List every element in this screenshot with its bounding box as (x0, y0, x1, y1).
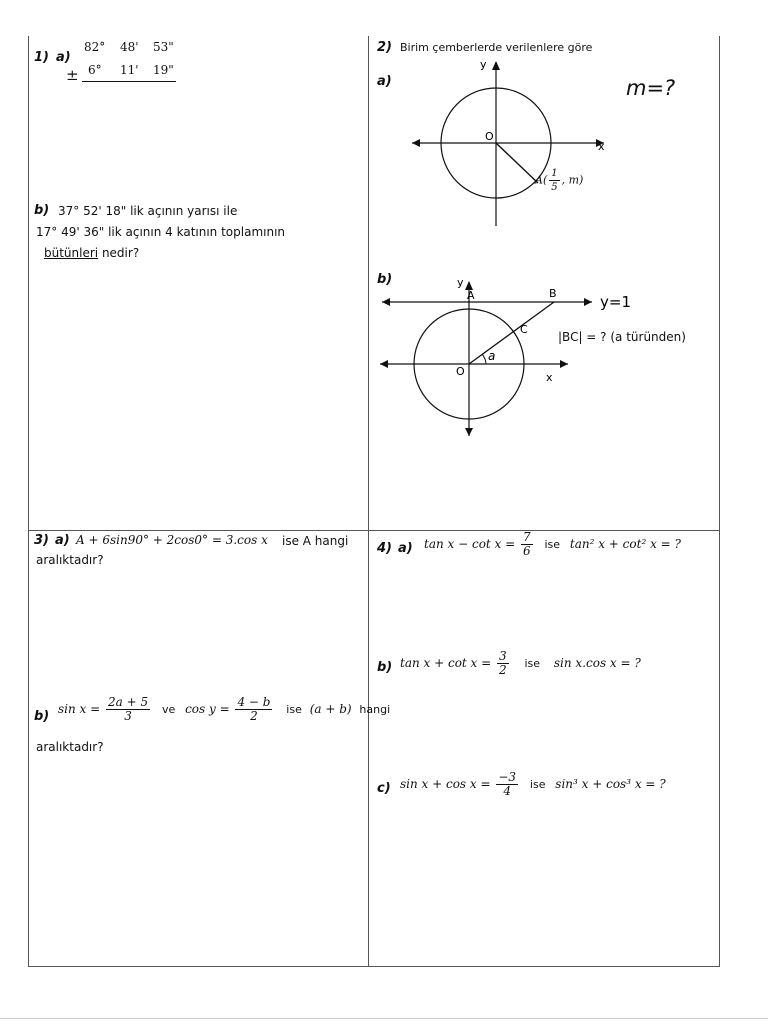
q4c-rhs: sin³ x + cos³ x = ? (555, 777, 666, 791)
q2b-line-equation: y=1 (600, 293, 631, 311)
q2b-question: |BC| = ? (a türünden) (558, 330, 686, 344)
q2b-origin-label: O (456, 365, 465, 378)
q2b-label: b) (377, 272, 393, 287)
q3a-expression: A + 6sin90° + 2cos0° = 3.cos x (76, 533, 268, 547)
q2a-handwritten-note: m=? (626, 76, 676, 100)
page-edge (0, 1018, 768, 1019)
q1a-label: a) (56, 50, 71, 65)
q4b-rhs: sin x.cos x = ? (553, 656, 641, 670)
q4a-ise: ise (544, 538, 561, 551)
q2a-frac-den: 5 (551, 182, 558, 193)
q1b-label: b) (34, 203, 50, 218)
q2a-frac-num: 1 (551, 168, 558, 179)
q3b-ise: ise (286, 703, 302, 716)
q1a-row1-deg: 82° (84, 40, 106, 54)
q3b-text2: aralıktadır? (36, 740, 104, 754)
q2b-x-label: x (546, 371, 553, 384)
q2-number: 2) (377, 40, 392, 55)
worksheet-grid (28, 36, 720, 967)
q4c-frac-den: 4 (503, 784, 512, 798)
q4b-label: b) (377, 660, 393, 675)
q1b-line2: 17° 49' 36" lik açının 4 katının toplamının (36, 225, 286, 239)
q4a-frac-den: 6 (523, 544, 531, 558)
q2b-point-C-label: C (520, 323, 528, 336)
q1a-row2-sec: 19" (153, 63, 174, 77)
q3b-frac2-num: 4 − b (237, 695, 271, 709)
q2b-unit-circle-figure (378, 274, 668, 440)
q2a-origin-label: O (485, 130, 494, 143)
q3b-ab: (a + b) (309, 702, 352, 716)
q4c-expression (400, 771, 666, 798)
q3-number: 3) (34, 533, 49, 548)
q2b-angle-label: a (488, 349, 496, 363)
q4c-label: c) (377, 781, 391, 796)
q1a-row1-min: 48' (120, 40, 139, 54)
column-divider (368, 36, 369, 967)
q3b-frac2-den: 2 (250, 709, 258, 723)
q1b-line3-rest: nedir? (98, 246, 140, 260)
q2b-point-A-label: A (467, 289, 475, 302)
q4c-frac-num: −3 (498, 770, 517, 784)
q3a-label: a) (55, 533, 70, 548)
q3b-frac1-den: 3 (124, 709, 132, 723)
q3b-hangi: hangi (359, 703, 391, 716)
q4a-label: a) (398, 541, 413, 556)
q1-number: 1) (34, 50, 49, 65)
q2a-radius-to-A (496, 143, 538, 183)
q4b-lhs: tan x + cot x = (400, 656, 492, 670)
q3b-frac1-num: 2a + 5 (108, 695, 149, 709)
q1a-row2-deg: 6° (88, 63, 102, 77)
q3a-text2: aralıktadır? (36, 553, 104, 567)
q2b-tangent-arrow-left-icon (382, 298, 390, 306)
q2a-label: a) (377, 74, 392, 89)
q3b-ve: ve (161, 703, 176, 716)
q4b-expression (400, 650, 641, 677)
q2-title: Birim çemberlerde verilenlere göre (400, 41, 593, 54)
q4a-rhs: tan² x + cot² x = ? (569, 537, 681, 551)
q2b-angle-arc (482, 354, 486, 364)
q2b-x-arrow-left-icon (380, 360, 388, 368)
q2a-x-label: x (598, 140, 605, 153)
q2a-unit-circle-figure (408, 56, 608, 226)
q4b-frac-den: 2 (499, 663, 507, 677)
q1b-line1: 37° 52' 18" lik açının yarısı ile (58, 204, 238, 218)
q4b-frac-num: 3 (499, 649, 507, 663)
q2a-point-prefix: A( (535, 173, 548, 187)
q2b-x-arrow-icon (560, 360, 568, 368)
q2a-y-arrow-icon (492, 61, 500, 70)
q2b-point-B-label: B (549, 287, 557, 300)
q1a-row2-min: 11' (120, 63, 139, 77)
q1b-underlined-word: bütünleri (44, 246, 99, 260)
q2b-ray-OB (469, 302, 554, 364)
q1a-row1-sec: 53" (153, 40, 174, 54)
q1a-sum-line (82, 81, 176, 82)
q4a-frac-num: 7 (523, 530, 531, 544)
q3a-text: ise A hangi (282, 534, 349, 548)
q4a-lhs: tan x − cot x = (424, 537, 516, 551)
q3b-expression (58, 696, 390, 723)
q4c-lhs: sin x + cos x = (400, 777, 491, 791)
q4b-ise: ise (524, 657, 541, 670)
q4c-ise: ise (529, 778, 546, 791)
q4-number: 4) (377, 541, 392, 556)
q2a-y-label: y (480, 58, 487, 71)
q2b-y-arrow-down-icon (465, 428, 473, 436)
q2a-point-tail: , m) (561, 173, 584, 187)
q3b-cos: cos y = (185, 702, 230, 716)
q4a-expression (424, 531, 681, 558)
q3b-sin: sin x = (58, 702, 101, 716)
q2b-tangent-arrow-icon (584, 298, 592, 306)
q3b-label: b) (34, 709, 50, 724)
q1a-operator: ± (66, 66, 79, 84)
q1b-line3 (36, 246, 139, 260)
q2b-y-label: y (457, 276, 464, 289)
q2a-point-A (535, 167, 583, 194)
q2a-x-arrow-left-icon (412, 139, 420, 147)
